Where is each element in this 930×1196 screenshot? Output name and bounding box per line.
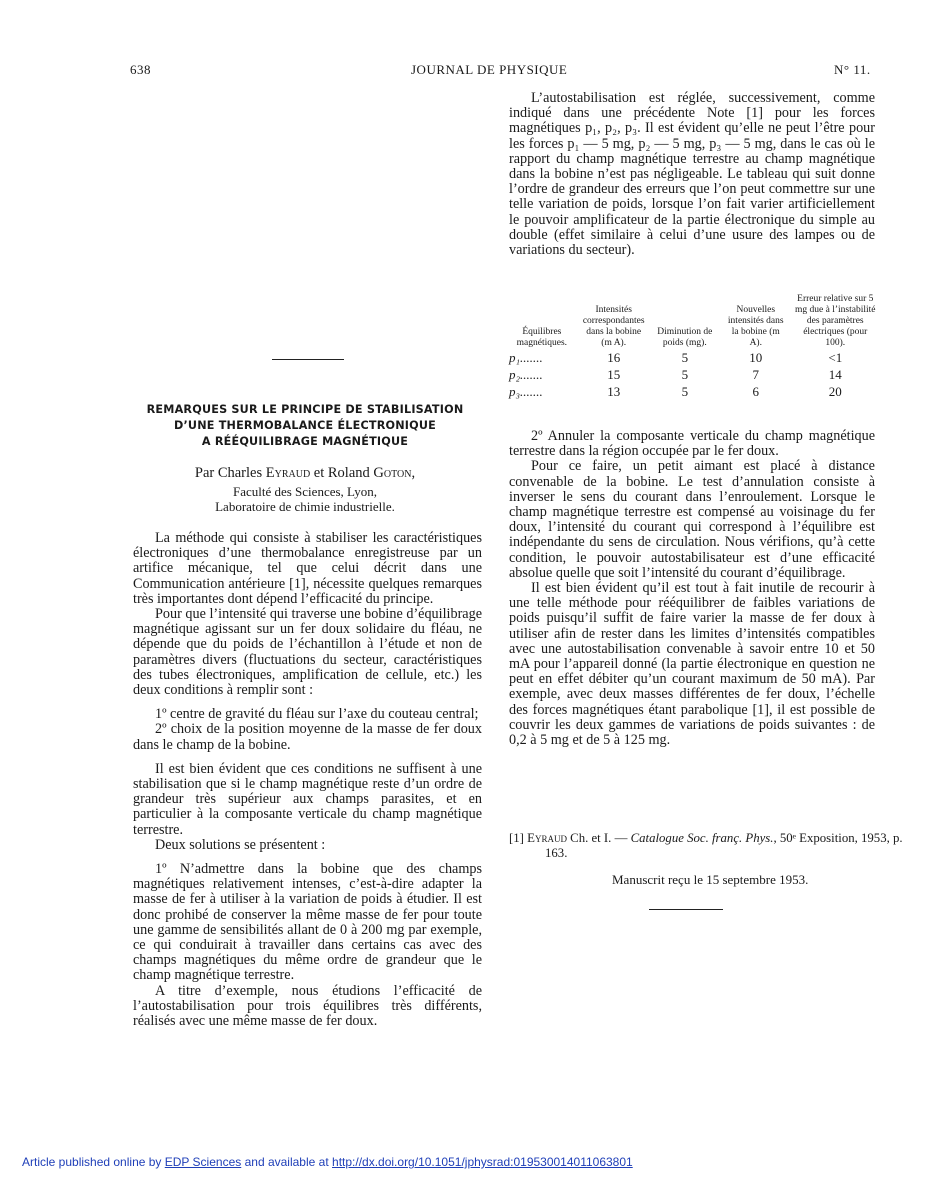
table-header: Nouvelles intensités dans la bobine (m A). [727,305,784,348]
paragraph-conclusion: Il est bien évident qu’il est tout à fait inutile de recourir à une telle méthode pour rééquilibrer de faibles variations de poids puisqu’il suffit de faire varier la masse de fer doux à utiliser afin de rester dans les limites d’intensités compatibles avec une autostabilisation convenable à savoir entre 10 et 50 mA pour l’appareil donné (la partie électronique en question ne peut en effet débiter qu’un courant maximum de 50 mA). Par exemple, avec deux masses différentes de fer doux, l’échelle des forces magnétiques étant parabolique [1], il est possible de couvrir les deux gammes de variations de poids suivantes : de 0,2 à 5 mg et de 5 à 125 mg. [509,580,875,749]
paragraph: A titre d’exemple, nous étudions l’efficacité de l’autostabilisation pour trois équilibres très différents, réalisés avec une même masse de fer doux. [133,982,482,1030]
paragraph: Deux solutions se présentent : [155,836,326,853]
table-cell: 5 [681,367,689,382]
manuscript-date: Manuscrit reçu le 15 septembre 1953. [612,872,809,887]
reference-initials: Ch. et I. — [570,831,628,845]
byline-par: Par Charles [194,465,263,481]
table-cell: p₃....... [509,384,543,399]
paragraph-intro: L’autostabilisation est réglée, successivement, comme indiqué dans une précédente Note [1] pour les forces magnétiques p₁, p₂, p₃. Il est évident qu’elle ne peut l’être pour les forces p₁ — 5 mg, p₂ — 5 mg, p₃ — 5 mg, dans le cas où le rapport du champ magnétique terrestre au champ magnétique dans la bobine n’est pas négligeable. Le tableau qui suit donne l’ordre de grandeur des erreurs que l’on peut commettre sur une telle variation de poids, lorsque l’on fait varier artificiellement le pouvoir amplificateur de la partie électronique du simple au double (effet similaire à celui d’une usure des lampes ou de variations du secteur). [509,90,875,259]
table-header-row [505,294,880,349]
author-name: Eyraud [265,465,311,481]
reference-label: [1] [509,831,524,845]
table-header: Diminution de poids (mg). [657,327,713,348]
table-cell: 13 [607,384,621,399]
table-cell: p₂....... [509,367,543,382]
title-line: REMARQUES SUR LE PRINCIPE DE STABILISATION [146,403,464,416]
title-line: A RÉÉQUILIBRAGE MAGNÉTIQUE [201,435,409,448]
author-name: Goton, [373,465,416,481]
end-rule [649,909,723,910]
right-column-top [509,91,875,258]
table-cell: 5 [681,384,689,399]
paragraph: Il est bien évident que ces conditions ne suffisent à une stabilisation que si le champ magnétique reste d’un ordre de grandeur très supérieur aux champs parasites, et en particulier à la composante verticale du champ magnétique terrestre. [133,760,482,838]
page-number: 638 [130,62,151,77]
table-cell: 5 [681,350,689,365]
issue-number: N° 11. [834,62,871,77]
paragraph: La méthode qui consiste à stabiliser les caractéristiques électroniques d’une thermobalance enregistreuse par un artifice mécanique, tel que celui décrit dans une Communication antérieure [1], nécessite quelques remarques très importantes dont dépend l’efficacité du principe. [133,530,482,607]
footer-prefix: Article published online by [22,1155,162,1169]
data-table-wrapper [505,294,880,400]
affiliation [132,484,478,514]
table-cell: 10 [749,350,763,365]
table-header: Erreur relative sur 5 mg due à l’instabilité des paramètres électriques (pour 100). [795,294,876,348]
table-row [505,349,880,366]
table-cell: 7 [752,367,760,382]
paragraph-condition-2: 2º Annuler la composante verticale du champ magnétique terrestre dans la région occupée par le fer doux. [509,428,875,460]
byline-et: et Roland [313,465,370,481]
data-table [505,294,880,400]
table-header: Intensités correspondantes dans la bobine (m A). [582,305,645,348]
table-header: Équilibres magnétiques. [516,327,568,348]
byline [132,465,478,482]
footer [22,1155,633,1169]
table-cell: 15 [607,367,621,382]
table-row [505,366,880,383]
reference-journal: Catalogue Soc. franç. Phys. [630,831,774,845]
table-cell: 14 [828,367,842,382]
table-cell: 16 [607,350,621,365]
affiliation-line: Faculté des Sciences, Lyon, [232,484,378,499]
left-column-body [133,531,482,1029]
table-cell: <1 [828,350,843,365]
table-row [505,383,880,400]
table-cell: 6 [752,384,760,399]
title-line: D’UNE THERMOBALANCE ÉLECTRONIQUE [173,419,437,432]
table-cell: 20 [828,384,842,399]
publisher-link[interactable]: EDP Sciences [164,1155,242,1169]
paragraph: 1º N’admettre dans la bobine que des champs magnétiques relativement intenses, c’est-à-dire adapter la masse de fer à utiliser à la variation de poids à étudier. Il est donc prohibé de conserver la même masse de fer pour toute une gamme de sensibilités allant de 0 à 200 mg par exemple, ce qui conduirait à travailler dans certains cas avec des champs magnétiques du même ordre de grandeur que le champ magnétique terrestre. [133,861,482,984]
reference-author: Eyraud [527,831,567,845]
article-title [132,402,478,450]
footer-middle: and available at [244,1155,329,1169]
paragraph: Pour que l’intensité qui traverse une bobine d’équilibrage magnétique agissant sur un fer doux solidaire du fléau, ne dépende que du poids de l’échantillon à l’étude et non de paramètres divers (fluctuations du secteur, caractéristiques des tubes électroniques, amplification de cellule, etc.) les deux conditions à remplir sont : [133,606,482,699]
right-column-bottom [509,429,875,748]
reference-entry [509,831,911,860]
doi-link[interactable]: http://dx.doi.org/10.1051/jphysrad:019530014011063801 [332,1155,633,1169]
paragraph: 1º centre de gravité du fléau sur l’axe du couteau central; [155,706,479,723]
table-cell: p₁....... [509,350,543,365]
running-header: JOURNAL DE PHYSIQUE [411,62,568,77]
affiliation-line: Laboratoire de chimie industrielle. [215,499,395,514]
paragraph-procedure: Pour ce faire, un petit aimant est placé à distance convenable de la bobine. Le test d’annulation consiste à inverser le sens du courant dans l’enroulement. Lorsque le champ magnétique terrestre est compensé au voisinage du fer doux, l’intensité du courant qui correspond à l’équilibre est indépendante du sens de circulation. Nous vérifions, qu’à cette condition, le pouvoir autostabilisateur est d’une efficacité absolue quelle que soit l’intensité du courant d’équilibrage. [509,458,875,581]
title-rule [272,359,344,360]
reference-tail: , 50ᵉ Exposition, 1953, p. 163. [545,831,903,860]
paragraph: 2º choix de la position moyenne de la masse de fer doux dans le champ de la bobine. [133,721,482,753]
